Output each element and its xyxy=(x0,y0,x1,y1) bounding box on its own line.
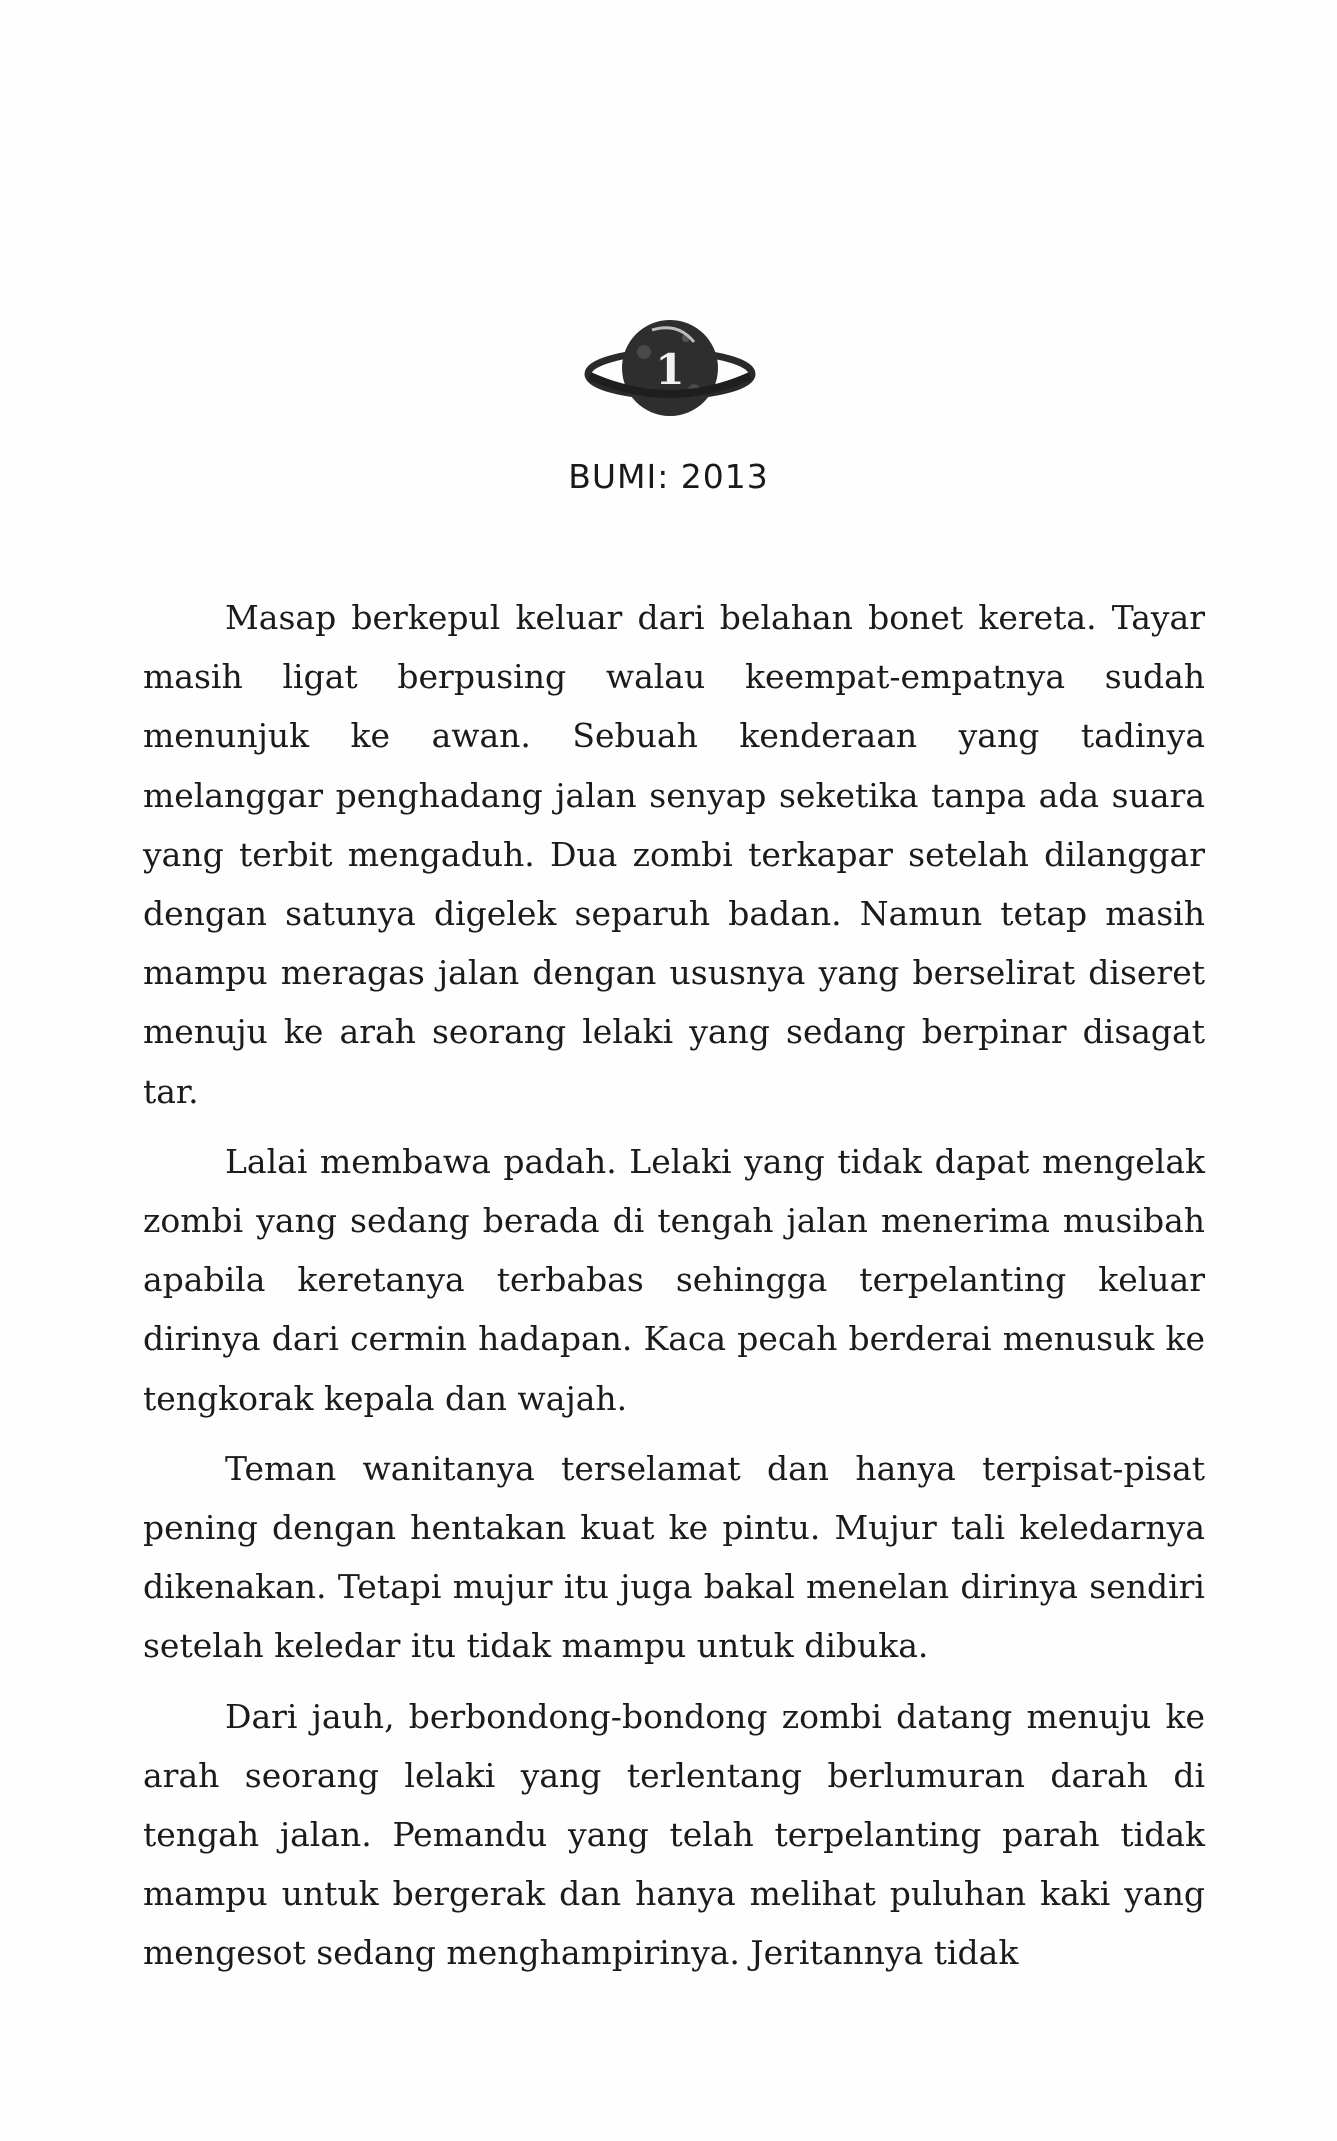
chapter-title: BUMI: 2013 xyxy=(568,457,769,496)
chapter-number: 1 xyxy=(655,345,685,394)
paragraph: Teman wanitanya terselamat dan hanya terpisat-pisat pening dengan hentakan kuat ke pintu. Mujur tali keledarnya dikenakan. Tetapi mujur itu juga bakal menelan dirinya sendiri setelah keledar itu tidak mampu untuk dibuka. xyxy=(143,1448,1205,1666)
planet-ring-icon xyxy=(582,308,758,434)
chapter-body xyxy=(143,588,1205,1983)
paragraph: Dari jauh, berbondong-bondong zombi datang menuju ke arah seorang lelaki yang terlentang berlumuran darah di tengah jalan. Pemandu yang telah terpelanting parah tidak mampu untuk bergerak dan hanya melihat puluhan kaki yang mengesot sedang menghampirinya. Jeritannya tidak xyxy=(143,1696,1205,1973)
paragraph: Masap berkepul keluar dari belahan bonet kereta. Tayar masih ligat berpusing walau keempat-empatnya sudah menunjuk ke awan. Sebuah kenderaan yang tadinya melanggar penghadang jalan senyap seketika tanpa ada suara yang terbit mengaduh. Dua zombi terkapar setelah dilanggar dengan satunya digelek separuh badan. Namun tetap masih mampu meragas jalan dengan ususnya yang berselirat diseret menuju ke arah seorang lelaki yang sedang berpinar disagat tar. xyxy=(143,598,1205,1111)
paragraph: Lalai membawa padah. Lelaki yang tidak dapat mengelak zombi yang sedang berada di tengah jalan menerima musibah apabila keretanya terbabas sehingga terpelanting keluar dirinya dari cermin hadapan. Kaca pecah berderai menusuk ke tengkorak kepala dan wajah. xyxy=(143,1141,1205,1418)
